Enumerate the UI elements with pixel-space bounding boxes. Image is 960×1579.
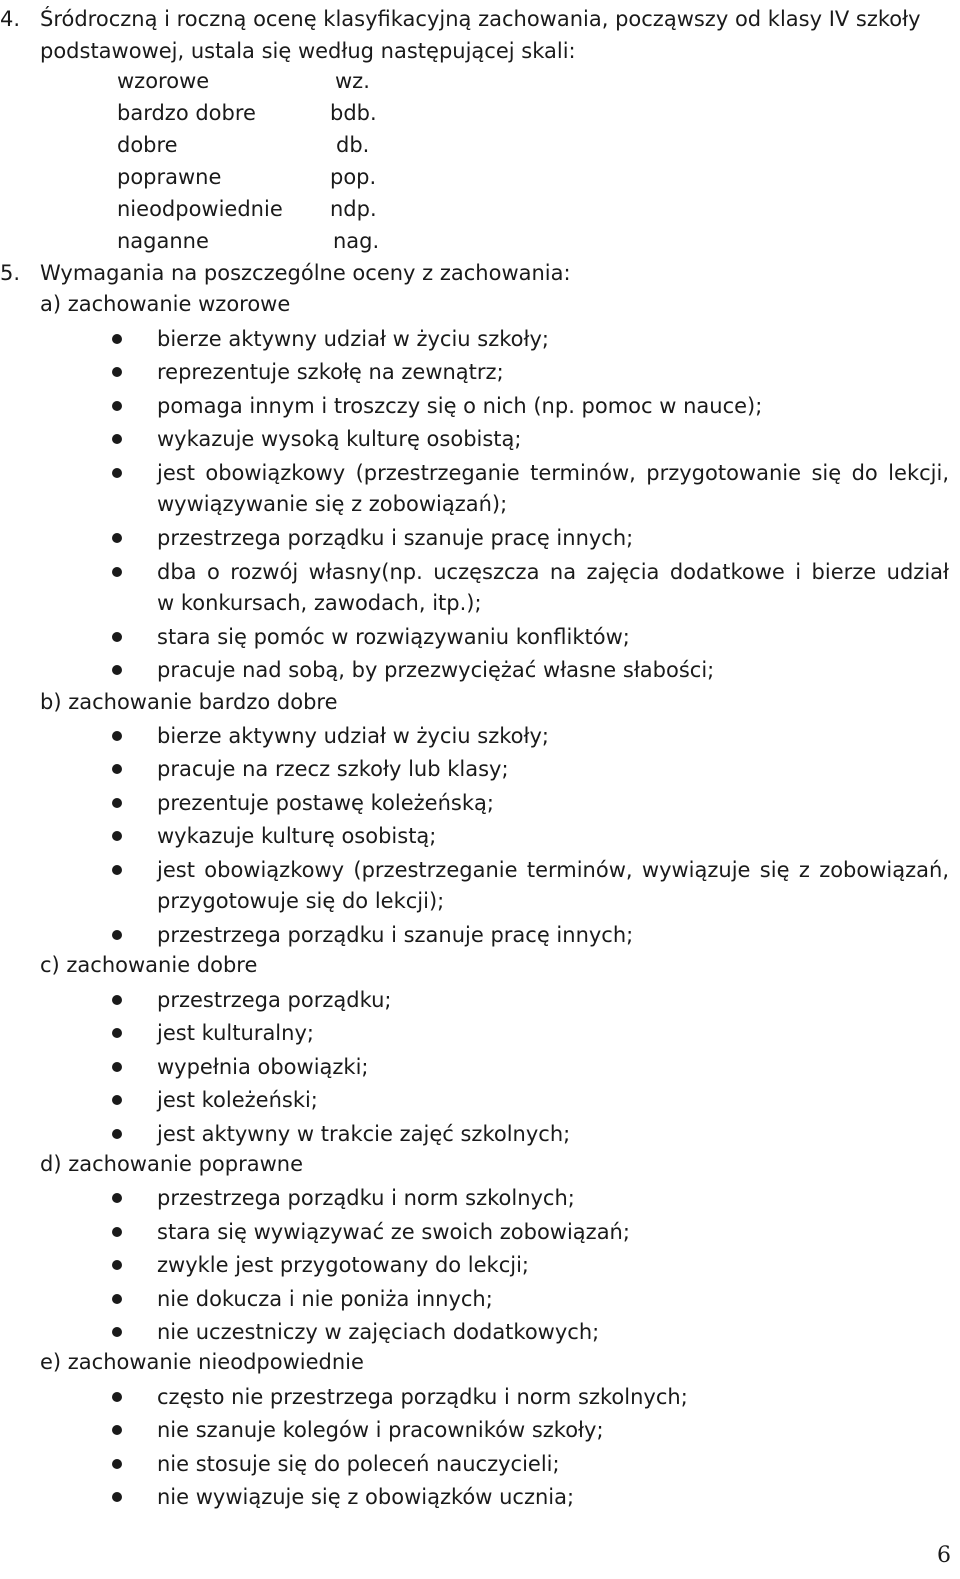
list-item: stara się pomóc w rozwiązywaniu konfliktów; [157, 625, 630, 649]
list-item: przestrzega porządku i szanuje pracę innych; [157, 526, 634, 550]
list-item: pomaga innym i troszczy się o nich (np. pomoc w nauce); [157, 394, 763, 418]
list-item: wypełnia obowiązki; [157, 1055, 369, 1079]
grade-name: dobre [117, 133, 178, 157]
subsection-c-label: c) zachowanie dobre [40, 953, 258, 977]
list-item: wykazuje kulturę osobistą; [157, 824, 437, 848]
bullet-icon [112, 367, 122, 377]
bullet-icon [112, 401, 122, 411]
bullet-icon [112, 1294, 122, 1304]
grade-name: nieodpowiednie [117, 197, 283, 221]
bullet-icon [112, 1193, 122, 1203]
list-item: bierze aktywny udział w życiu szkoły; [157, 327, 549, 351]
grade-name: wzorowe [117, 69, 210, 93]
page-number: 6 [937, 1543, 951, 1568]
grade-name: naganne [117, 229, 209, 253]
list-item: dba o rozwój własny(np. uczęszcza na zajęcia dodatkowe i bierze udział [157, 560, 949, 584]
bullet-icon [112, 865, 122, 875]
section-5-number: 5. [0, 261, 21, 285]
list-item: przestrzega porządku i norm szkolnych; [157, 1186, 575, 1210]
list-item: stara się wywiązywać ze swoich zobowiązań; [157, 1220, 630, 1244]
list-item: jest aktywny w trakcie zajęć szkolnych; [157, 1122, 571, 1146]
bullet-icon [112, 764, 122, 774]
subsection-a-label: a) zachowanie wzorowe [40, 292, 291, 316]
bullet-icon [112, 1095, 122, 1105]
list-item: zwykle jest przygotowany do lekcji; [157, 1253, 530, 1277]
bullet-icon [112, 632, 122, 642]
bullet-icon [112, 665, 122, 675]
grade-abbr: wz. [335, 69, 370, 93]
bullet-icon [112, 798, 122, 808]
bullet-icon [112, 533, 122, 543]
list-item: wykazuje wysoką kulturę osobistą; [157, 427, 522, 451]
grade-name: bardzo dobre [117, 101, 256, 125]
subsection-d-label: d) zachowanie poprawne [40, 1152, 303, 1176]
grade-abbr: ndp. [330, 197, 377, 221]
bullet-icon [112, 1129, 122, 1139]
bullet-icon [112, 1327, 122, 1337]
bullet-icon [112, 1459, 122, 1469]
bullet-icon [112, 1227, 122, 1237]
section-4-text-line-2: podstawowej, ustala się według następującej skali: [40, 39, 576, 63]
list-item: nie wywiązuje się z obowiązków ucznia; [157, 1485, 575, 1509]
list-item: bierze aktywny udział w życiu szkoły; [157, 724, 549, 748]
grade-abbr: db. [336, 133, 370, 157]
list-item: przestrzega porządku i szanuje pracę innych; [157, 923, 634, 947]
bullet-icon [112, 1028, 122, 1038]
section-4-number: 4. [0, 7, 21, 31]
bullet-icon [112, 434, 122, 444]
bullet-icon [112, 930, 122, 940]
section-5-text: Wymagania na poszczególne oceny z zachowania: [40, 261, 571, 285]
bullet-icon [112, 731, 122, 741]
bullet-icon [112, 1425, 122, 1435]
list-item: nie stosuje się do poleceń nauczycieli; [157, 1452, 560, 1476]
list-item: jest obowiązkowy (przestrzeganie terminów, przygotowanie się do lekcji, [157, 461, 949, 485]
list-item-continuation: przygotowuje się do lekcji); [157, 889, 445, 913]
bullet-icon [112, 1492, 122, 1502]
list-item: pracuje na rzecz szkoły lub klasy; [157, 757, 509, 781]
list-item: jest obowiązkowy (przestrzeganie terminów, wywiązuje się z zobowiązań, [157, 858, 949, 882]
grade-name: poprawne [117, 165, 222, 189]
list-item-continuation: w konkursach, zawodach, itp.); [157, 591, 482, 615]
bullet-icon [112, 334, 122, 344]
bullet-icon [112, 1392, 122, 1402]
grade-abbr: bdb. [330, 101, 377, 125]
bullet-icon [112, 995, 122, 1005]
bullet-icon [112, 468, 122, 478]
list-item: nie dokucza i nie poniża innych; [157, 1287, 493, 1311]
grade-abbr: pop. [330, 165, 377, 189]
list-item: pracuje nad sobą, by przezwyciężać własne słabości; [157, 658, 715, 682]
subsection-b-label: b) zachowanie bardzo dobre [40, 690, 338, 714]
bullet-icon [112, 1062, 122, 1072]
subsection-e-label: e) zachowanie nieodpowiednie [40, 1350, 364, 1374]
list-item: jest kulturalny; [157, 1021, 314, 1045]
bullet-icon [112, 1260, 122, 1270]
grade-abbr: nag. [333, 229, 380, 253]
list-item: nie szanuje kolegów i pracowników szkoły; [157, 1418, 604, 1442]
bullet-icon [112, 567, 122, 577]
list-item: jest koleżeński; [157, 1088, 318, 1112]
section-4-text-line-1: Śródroczną i roczną ocenę klasyfikacyjną zachowania, począwszy od klasy IV szkoły [40, 7, 921, 31]
list-item: często nie przestrzega porządku i norm szkolnych; [157, 1385, 688, 1409]
list-item: reprezentuje szkołę na zewnątrz; [157, 360, 504, 384]
list-item: przestrzega porządku; [157, 988, 392, 1012]
list-item: nie uczestniczy w zajęciach dodatkowych; [157, 1320, 600, 1344]
list-item-continuation: wywiązywanie się z zobowiązań); [157, 492, 508, 516]
bullet-icon [112, 831, 122, 841]
list-item: prezentuje postawę koleżeńską; [157, 791, 494, 815]
